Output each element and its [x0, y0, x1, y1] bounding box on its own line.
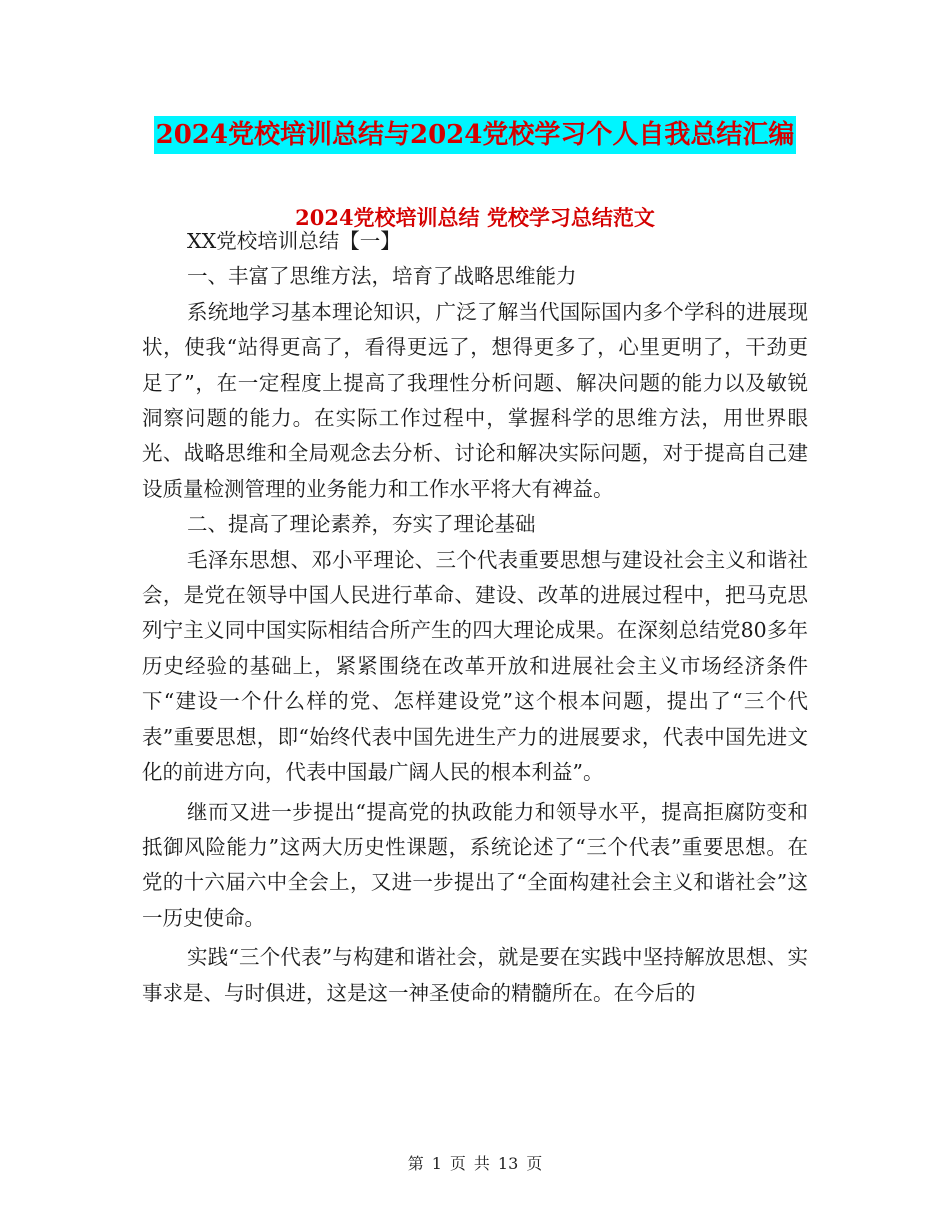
paragraph-point-heading-1: 一、丰富了思维方法，培育了战略思维能力 [187, 264, 577, 289]
page-footer [0, 1152, 950, 1176]
document-main-title [0, 113, 950, 153]
paragraph-point-heading-2: 二、提高了理论素养，夯实了理论基础 [187, 512, 536, 537]
paragraph: 毛泽东思想、邓小平理论、三个代表重要思想与建设社会主义和谐社会，是党在领导中国人民进行革命、建设、改革的进展过程中，把马克思列宁主义同中国实际相结合所产生的四大理论成果。在深刻总结党80多年历史经验的基础上，紧紧围绕在改革开放和进展社会主义市场经济条件下“建设一个什么样的党、怎样建设党”这个根本问题，提出了“三个代表”重要思想，即“始终代表中国先进生产力的进展要求，代表中国先进文化的前进方向，代表中国最广阔人民的根本利益”。 [142, 547, 808, 785]
document-sub-title: 2024党校培训总结 党校学习总结范文 [295, 205, 655, 230]
paragraph: 系统地学习基本理论知识，广泛了解当代国际国内多个学科的进展现状，使我“站得更高了，看得更远了，想得更多了，心里更明了，干劲更足了”，在一定程度上提高了我理性分析问题、解决问题的能力以及敏锐洞察问题的能力。在实际工作过程中，掌握科学的思维方法，用世界眼光、战略思维和全局观念去分析、讨论和解决实际问题，对于提高自己建设质量检测管理的业务能力和工作水平将大有裨益。 [142, 299, 808, 501]
paragraph-section-heading: XX党校培训总结【一】 [187, 229, 401, 253]
footer-label-total: 共 [473, 1154, 490, 1173]
footer-label-unit: 页 [449, 1154, 466, 1173]
footer-label-unit-2: 页 [526, 1154, 543, 1173]
highlighted-title-text: 2024党校培训总结与2024党校学习个人自我总结汇编 [154, 116, 797, 154]
document-body [142, 224, 808, 1011]
paragraph: 继而又进一步提出“提高党的执政能力和领导水平，提高拒腐防变和抵御风险能力”这两大历史性课题，系统论述了“三个代表”重要思想。在党的十六届六中全会上，又进一步提出了“全面构建社会主义和谐社会”这一历史使命。 [142, 799, 808, 930]
footer-label-page: 第 [407, 1154, 424, 1173]
paragraph: 实践“三个代表”与构建和谐社会，就是要在实践中坚持解放思想、实事求是、与时俱进，这是这一神圣使命的精髓所在。在今后的 [142, 945, 808, 1005]
footer-current-page: 1 [431, 1154, 442, 1173]
footer-total-pages: 13 [497, 1154, 519, 1173]
